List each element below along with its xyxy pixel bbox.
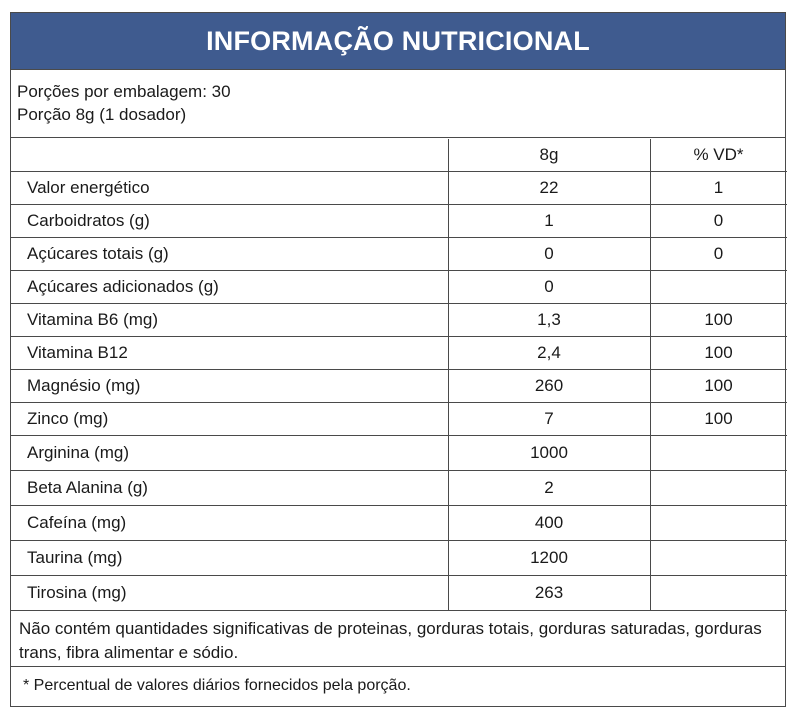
table-row [11, 238, 787, 271]
vd-footnote: * Percentual de valores diários fornecidos pela porção. [23, 677, 411, 694]
nutrient-amount: 22 [448, 172, 650, 205]
table-row [11, 403, 787, 436]
nutrient-vd [650, 271, 787, 304]
nutrient-amount: 0 [448, 271, 650, 304]
table-row [11, 471, 787, 506]
nutrient-vd: 1 [650, 172, 787, 205]
nutrient-vd: 0 [650, 205, 787, 238]
table-row [11, 436, 787, 471]
nutrient-vd: 100 [650, 370, 787, 403]
nutrient-amount: 1200 [448, 541, 650, 576]
table-row [11, 506, 787, 541]
servings-info [11, 70, 785, 138]
nutrition-facts-panel [10, 12, 786, 707]
nutrient-amount: 0 [448, 238, 650, 271]
header-vd: % VD* [650, 139, 787, 172]
table-row [11, 271, 787, 304]
nutrient-vd: 100 [650, 337, 787, 370]
nutrient-name: Vitamina B12 [11, 337, 448, 370]
nutrient-vd [650, 576, 787, 611]
nutrient-name: Tirosina (mg) [11, 576, 448, 611]
header-nutrient [11, 139, 448, 172]
table-row [11, 576, 787, 611]
nutrition-title: INFORMAÇÃO NUTRICIONAL [11, 13, 785, 70]
table-row [11, 172, 787, 205]
nutrient-vd [650, 541, 787, 576]
nutrient-name: Arginina (mg) [11, 436, 448, 471]
nutrient-vd [650, 436, 787, 471]
nutrient-vd: 0 [650, 238, 787, 271]
nutrient-name: Beta Alanina (g) [11, 471, 448, 506]
portion-size: Porção 8g (1 dosador) [17, 105, 187, 124]
nutrient-vd: 100 [650, 304, 787, 337]
nutrient-amount: 260 [448, 370, 650, 403]
nutrient-amount: 7 [448, 403, 650, 436]
nutrient-name: Vitamina B6 (mg) [11, 304, 448, 337]
nutrient-name: Açúcares totais (g) [11, 238, 448, 271]
table-row [11, 304, 787, 337]
table-row [11, 370, 787, 403]
nutrient-amount: 1 [448, 205, 650, 238]
nutrient-name: Zinco (mg) [11, 403, 448, 436]
nutrient-amount: 2,4 [448, 337, 650, 370]
nutrient-name: Taurina (mg) [11, 541, 448, 576]
servings-per-package: Porções por embalagem: 30 [17, 82, 231, 101]
nutrient-vd [650, 471, 787, 506]
nutrition-table [11, 139, 787, 611]
nutrient-amount: 1000 [448, 436, 650, 471]
nutrient-amount: 1,3 [448, 304, 650, 337]
table-row [11, 337, 787, 370]
table-row [11, 541, 787, 576]
not-significant-note: Não contém quantidades significativas de proteinas, gorduras totais, gorduras saturadas, gorduras trans, fibra alimentar e sódio. [11, 609, 785, 667]
nutrient-amount: 2 [448, 471, 650, 506]
nutrient-vd [650, 506, 787, 541]
nutrient-name: Açúcares adicionados (g) [11, 271, 448, 304]
nutrient-vd: 100 [650, 403, 787, 436]
header-amount: 8g [448, 139, 650, 172]
nutrient-name: Magnésio (mg) [11, 370, 448, 403]
nutrient-name: Valor energético [11, 172, 448, 205]
nutrient-name: Carboidratos (g) [11, 205, 448, 238]
table-row [11, 205, 787, 238]
nutrient-amount: 263 [448, 576, 650, 611]
nutrient-name: Cafeína (mg) [11, 506, 448, 541]
nutrient-amount: 400 [448, 506, 650, 541]
table-header-row [11, 139, 787, 172]
